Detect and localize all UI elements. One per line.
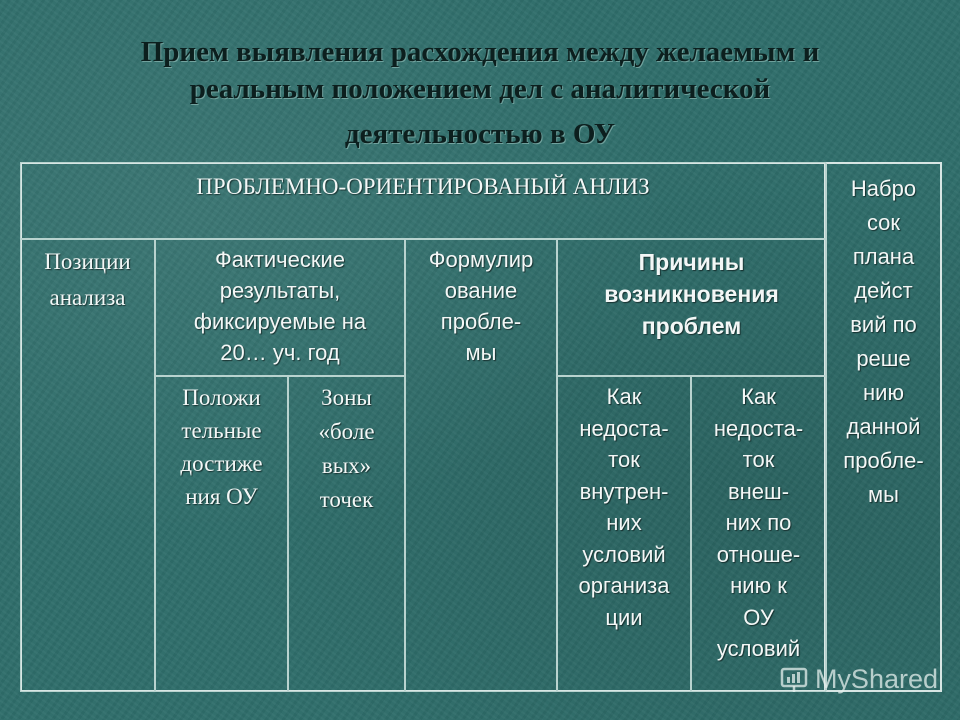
causes-cell	[557, 239, 826, 376]
internal-line: них	[606, 510, 642, 535]
external-line: нию к	[730, 573, 787, 598]
external-line: них по	[725, 510, 792, 535]
positions-cell	[20, 239, 155, 692]
external-line: ОУ	[743, 604, 774, 630]
title-line-2: реальным положением дел с аналитической	[189, 73, 771, 105]
zones-line: вых»	[321, 453, 372, 478]
facts-line: результаты,	[219, 278, 341, 303]
external-line: условий	[716, 636, 801, 661]
zones-line: Зоны	[321, 385, 372, 410]
facts-line: 20… уч. год	[220, 340, 340, 365]
internal-line: внутрен-	[579, 478, 669, 504]
zones-line: точек	[319, 487, 374, 512]
right-column-line: пробле-	[843, 448, 924, 473]
right-column-line: реше	[856, 346, 911, 371]
facts-line: Фактические	[214, 247, 346, 272]
external-line: недоста-	[713, 415, 804, 441]
formulation-line: мы	[465, 340, 497, 365]
formulation-cell	[405, 239, 557, 692]
internal-line: недоста-	[579, 415, 669, 441]
internal-line: ток	[608, 447, 640, 472]
formulation-line: Формулир	[428, 247, 534, 272]
header-main-cell	[20, 162, 826, 239]
right-column-line: плана	[852, 244, 915, 269]
right-column-line: мы	[868, 482, 899, 507]
header-main-text: ПРОБЛЕМНО-ОРИЕНТИРОВАНЫЙ АНЛИЗ	[196, 174, 650, 199]
watermark	[779, 664, 938, 694]
positions-line: анализа	[49, 285, 126, 310]
formulation-line: пробле-	[440, 309, 522, 334]
external-cell	[691, 376, 826, 692]
causes-line: проблем	[641, 313, 742, 339]
internal-cell	[557, 376, 691, 692]
zones-line: «боле	[318, 419, 375, 444]
external-line: отноше-	[716, 541, 801, 567]
title-line-1: Прием выявления расхождения между желаемым и	[140, 36, 820, 68]
internal-line: ции	[605, 604, 643, 630]
internal-line: условий	[582, 541, 666, 567]
positive-line: тельные	[181, 418, 262, 443]
external-line: Как	[741, 384, 776, 409]
right-column-cell	[826, 162, 942, 692]
right-column-line: дейст	[854, 278, 913, 303]
internal-line: организа	[578, 573, 670, 598]
title-line-3: деятельностью в ОУ	[344, 118, 616, 150]
causes-line: Причины	[638, 249, 745, 275]
right-column-line: Набро	[850, 176, 917, 201]
causes-line: возникновения	[604, 281, 779, 307]
external-line: внеш-	[727, 478, 790, 504]
internal-line: Как	[606, 384, 642, 409]
right-column-line: вий по	[850, 312, 917, 337]
positive-line: достиже	[180, 451, 263, 476]
slide-title	[40, 34, 920, 153]
positions-line: Позиции	[44, 249, 131, 274]
positive-line: ния ОУ	[185, 484, 258, 509]
zones-cell	[288, 376, 405, 692]
external-line: ток	[742, 447, 775, 472]
formulation-line: ование	[444, 278, 518, 303]
right-column-line: сок	[866, 210, 901, 235]
facts-cell	[155, 239, 405, 376]
watermark-text: MyShared	[814, 664, 938, 694]
right-column-line: нию	[863, 380, 904, 405]
right-column-line: данной	[846, 414, 921, 439]
positive-cell	[155, 376, 288, 692]
presentation-icon	[779, 664, 809, 694]
positive-line: Положи	[182, 385, 261, 410]
facts-line: фиксируемые на	[193, 309, 367, 334]
